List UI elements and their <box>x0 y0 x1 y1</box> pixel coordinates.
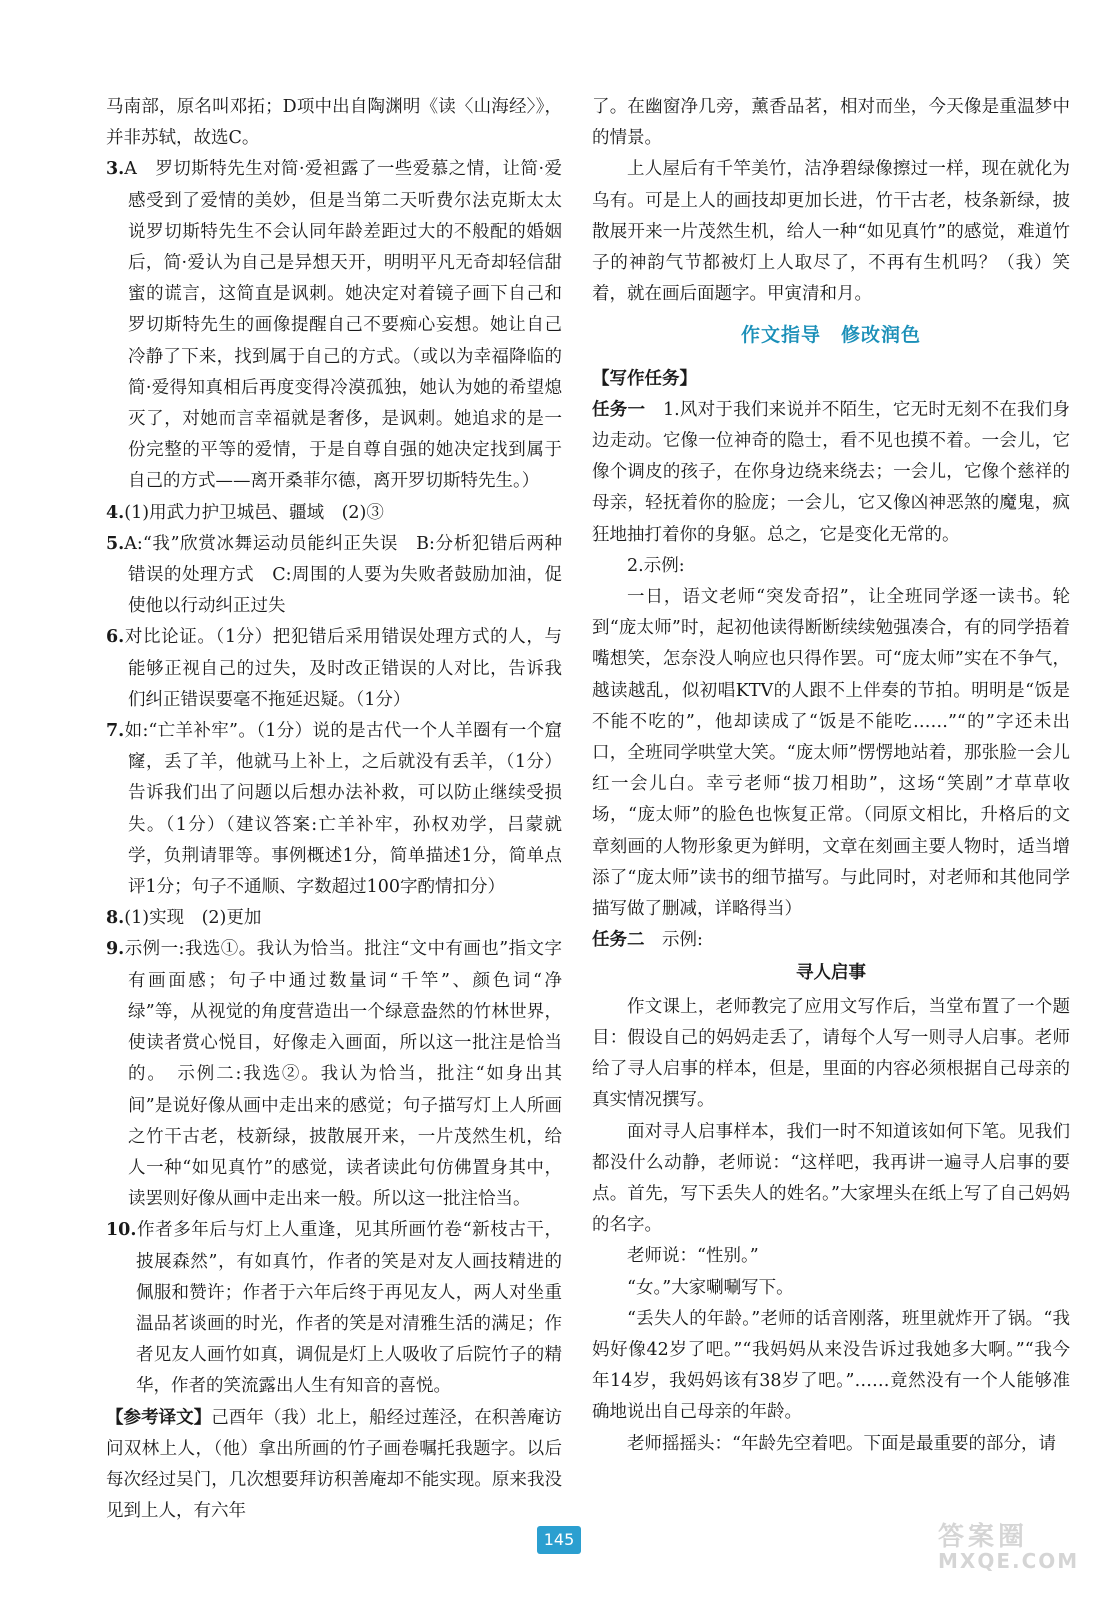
essay-paragraph: “女。”大家唰唰写下。 <box>627 1277 794 1298</box>
reference-text: 己酉年（我）北上，船经过莲泾，在积善庵访问双林上人，（他）拿出所画的竹子画卷嘱托我题字。以后每次经过吴门，几次想要拜访积善庵却不能实现。原来我没见到上人，有六年 <box>106 1407 563 1522</box>
answer-3 <box>106 154 562 497</box>
essay-paragraph: 老师说：“性别。” <box>627 1246 759 1267</box>
answer-text: 如:“亡羊补牢”。（1分）说的是古代一个人羊圈有一个窟窿，丢了羊，他就马上补上，之后就没有丢羊，（1分）告诉我们出了问题以后想办法补救，可以防止继续受损失。（1分）（建议答案:亡羊补牢，孙权劝学，吕蒙就学，负荆请罪等。事例概述1分，简单描述1分，简单点评1分；句子不通顺、字数超过100字酌情扣分） <box>124 721 562 898</box>
answer-number: 3. <box>106 159 125 180</box>
writing-task-header: 【写作任务】 <box>592 368 697 389</box>
watermark-url: MXQE.COM <box>938 1549 1080 1573</box>
page-number: 145 <box>537 1526 581 1554</box>
translation-paragraph: 上人屋后有千竿美竹，洁净碧绿像擦过一样，现在就化为乌有。可是上人的画技却更加长进，竹干古老，枝条新绿，披散展开来一片茂然生机，给人一种“如见真竹”的感觉，难道竹子的神韵气节都被灯上人取尽了，不再有生机吗？（我）笑着，就在画后面题字。甲寅清和月。 <box>592 159 1070 305</box>
task-two <box>592 925 1070 956</box>
watermark-logo <box>938 1516 1078 1576</box>
section-heading: 作文指导 修改润色 <box>740 324 921 347</box>
essay-paragraph: “丢失人的年龄。”老师的话音刚落，班里就炸开了锅。“我妈好像42岁了吧。”“我妈妈从来没告诉过我她多大啊。”“我今年14岁，我妈妈该有38岁了吧。”……竟然没有一个人能够准确地说出自己母亲的年龄。 <box>592 1308 1070 1423</box>
task-one-label: 任务一 <box>592 399 646 420</box>
translation-continuation: 了。在幽窗净几旁，薰香品茗，相对而坐，今天像是重温梦中的情景。 <box>592 97 1070 149</box>
answer-6 <box>106 622 562 716</box>
answer-4 <box>106 498 562 529</box>
essay-paragraph: 作文课上，老师教完了应用文写作后，当堂布置了一个题目：假设自己的妈妈走丢了，请每个人写一则寻人启事。老师给了寻人启事的样本，但是，里面的内容必须根据自己母亲的真实情况撰写。 <box>592 996 1070 1111</box>
answer-text: (1)实现 (2)更加 <box>124 908 262 929</box>
answer-text: 作者多年后与灯上人重逢，见其所画竹卷“新枝古干，披展森然”，有如真竹，作者的笑是对友人画技精进的佩服和赞许；作者于六年后终于再见友人，两人对坐重温品茗谈画的时光，作者的笑是对清雅生活的满足；作者见友人画竹如真，调侃是灯上人吸收了后院竹子的精华，作者的笑流露出人生有知音的喜悦。 <box>136 1220 562 1397</box>
reference-translation <box>106 1403 562 1528</box>
watermark-text: 答案圈 <box>938 1522 1029 1552</box>
answer-text: 示例一:我选①。我认为恰当。批注“文中有画也”指文字有画面感；句子中通过数量词“千竿”、颜色词“净绿”等，从视觉的角度营造出一个绿意盎然的竹林世界，使读者赏心悦目，好像走入画面，所以这一批注是恰当的。 示例二:我选②。我认为恰当，批注“如身出其间”是说好像从画中走出来的感觉；句子描写灯上人所画之竹干古老，枝新绿，披散展开来，一片茂然生机，给人一种“如见真竹”的感觉，读者读此句仿佛置身其中，读罢则好像从画中走出来一般。所以这一批注恰当。 <box>124 939 562 1210</box>
answer-7 <box>106 716 562 903</box>
answer-text: A:“我”欣赏冰舞运动员能纠正失误 B:分析犯错后两种错误的处理方式 C:周围的人要为失败者鼓励加油，促使他以行动纠正过失 <box>124 533 562 617</box>
left-column <box>106 92 562 1527</box>
answer-text: A 罗切斯特先生对简·爱袒露了一些爱慕之情，让简·爱感受到了爱情的美妙，但是当第二天听费尔法克斯太太说罗切斯特先生不会认同年龄差距过大的不般配的婚姻后，简·爱认为自己是异想天开，明明平凡无奇却轻信甜蜜的谎言，这简直是讽刺。她决定对着镜子画下自己和罗切斯特先生的画像提醒自己不要痴心妄想。她让自己冷静了下来，找到属于自己的方式。（或以为幸福降临的简·爱得知真相后再度变得冷漠孤独，她认为她的希望熄灭了，对她而言幸福就是奢侈，是讽刺。她追求的是一份完整的平等的爱情，于是自尊自强的她决定找到属于自己的方式——离开桑菲尔德，离开罗切斯特先生。） <box>124 159 562 492</box>
essay-paragraph: 面对寻人启事样本，我们一时不知道该如何下笔。见我们都没什么动静，老师说：“这样吧，我再讲一遍寻人启事的要点。首先，写下丢失人的姓名。”大家埋头在纸上写了自己妈妈的名字。 <box>592 1121 1070 1236</box>
right-column <box>592 92 1070 1460</box>
answer-9 <box>106 934 562 1215</box>
answer-number: 6. <box>106 627 125 648</box>
answer-number: 7. <box>106 721 125 742</box>
answer-number: 4. <box>106 502 125 523</box>
essay-paragraph: 老师摇摇头：“年龄先空着吧。下面是最重要的部分，请 <box>627 1433 1056 1454</box>
answer-number: 8. <box>106 908 125 929</box>
answer-number: 5. <box>106 533 125 554</box>
answer-5 <box>106 529 562 623</box>
task-one-example-label: 2.示例: <box>627 555 685 576</box>
task-two-label: 任务二 <box>592 930 645 951</box>
answer-8 <box>106 903 562 934</box>
task-one-example: 一日，语文老师“突发奇招”，让全班同学逐一读书。轮到“庞太师”时，起初他读得断断续续勉强凑合，有的同学捂着嘴想笑，怎奈没人响应也只得作罢。可“庞太师”实在不争气，越读越乱，似初唱KTV的人跟不上伴奏的节拍。明明是“饭是不能不吃的”，他却读成了“饭是不能吃……”“的”字还未出口，全班同学哄堂大笑。“庞太师”愣愣地站着，那张脸一会儿红一会儿白。幸亏老师“拔刀相助”，这场“笑剧”才草草收场，“庞太师”的脸色也恢复正常。（同原文相比，升格后的文章刻画的人物形象更为鲜明，文章在刻画主要人物时，适当增添了“庞太师”读书的细节描写。与此同时，对老师和其他同学描写做了删减，详略得当） <box>592 587 1070 920</box>
answer-10 <box>106 1215 562 1402</box>
essay-title: 寻人启事 <box>796 963 866 984</box>
answer-text: 对比论证。（1分）把犯错后采用错误处理方式的人，与能够正视自己的过失，及时改正错误的人对比，告诉我们纠正错误要毫不拖延迟疑。（1分） <box>124 627 562 710</box>
reference-label: 【参考译文】 <box>106 1407 212 1428</box>
answer-continuation: 马南部，原名叫邓拓；D项中出自陶渊明《读〈山海经〉》，并非苏轼，故选C。 <box>106 97 562 149</box>
answer-number: 9. <box>106 939 125 960</box>
answer-text: (1)用武力护卫城邑、疆域 (2)③ <box>124 502 384 523</box>
task-two-intro: 示例: <box>662 930 703 951</box>
task-one <box>592 395 1070 551</box>
task-one-text: 1.风对于我们来说并不陌生，它无时无刻不在我们身边走动。它像一位神奇的隐士，看不见也摸不着。一会儿，它像个调皮的孩子，在你身边绕来绕去；一会儿，它像个慈祥的母亲，轻抚着你的脸庞；一会儿，它又像凶神恶煞的魔鬼，疯狂地抽打着你的身躯。总之，它是变化无常的。 <box>592 399 1071 545</box>
answer-number: 10. <box>106 1220 137 1241</box>
